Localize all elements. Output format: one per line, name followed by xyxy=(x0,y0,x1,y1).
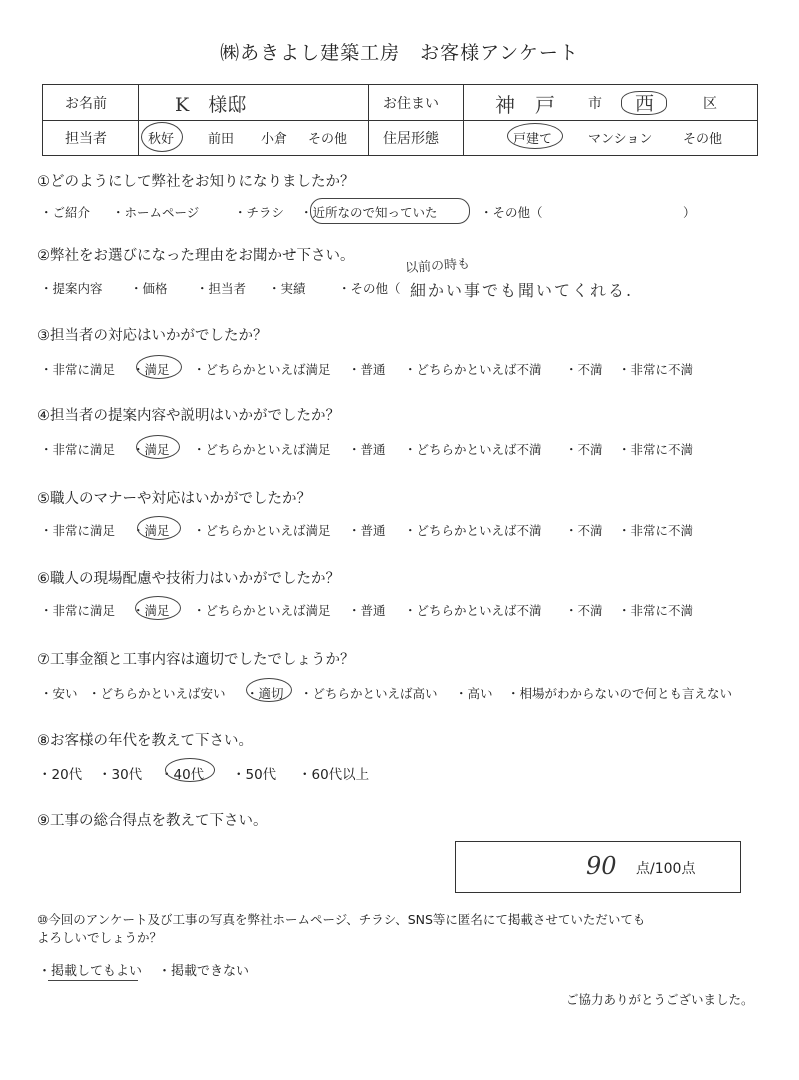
name-label: お名前 xyxy=(65,96,107,112)
name-value: K 様邸 xyxy=(175,94,247,116)
score-value: 90 xyxy=(586,852,617,880)
question-10-line2: よろしいでしょうか？ xyxy=(37,930,163,945)
q3-option-dissatisfied[interactable]: ・不満 xyxy=(565,362,603,377)
q6-option-somewhat-satisfied[interactable]: ・どちらかといえば満足 xyxy=(193,603,331,618)
footer-thanks: ご協力ありがとうございました。 xyxy=(566,992,754,1007)
q5-option-very-dissatisfied[interactable]: ・非常に不満 xyxy=(618,523,694,538)
q8-option-40s[interactable]: ・40代 xyxy=(160,767,205,783)
q2-option-record[interactable]: ・実績 xyxy=(268,281,306,296)
question-7: ⑦工事金額と工事内容は適切でしたでしょうか？ xyxy=(37,652,355,668)
question-9: ⑨工事の総合得点を教えて下さい。 xyxy=(37,813,268,829)
q1-selected-circle xyxy=(310,198,470,224)
q8-option-50s[interactable]: ・50代 xyxy=(232,767,277,783)
question-1: ①どのようにして弊社をお知りになりましたか？ xyxy=(37,174,355,190)
customer-info-table xyxy=(42,84,758,156)
score-suffix: 点/100点 xyxy=(636,861,696,877)
q5-option-very-satisfied[interactable]: ・非常に満足 xyxy=(40,523,116,538)
q5-option-somewhat-satisfied[interactable]: ・どちらかといえば満足 xyxy=(193,523,331,538)
q3-option-somewhat-dissatisfied[interactable]: ・どちらかといえば不満 xyxy=(404,362,542,377)
q2-handwritten-note: 細かい事でも聞いてくれる. xyxy=(410,281,634,300)
staff-option-maeda[interactable]: 前田 xyxy=(208,132,235,147)
q6-selected-circle xyxy=(135,596,181,620)
q2-option-price[interactable]: ・価格 xyxy=(130,281,168,296)
q1-option-other-close: ） xyxy=(683,205,696,220)
q8-option-20s[interactable]: ・20代 xyxy=(38,767,83,783)
q3-selected-circle xyxy=(136,355,182,379)
q7-option-cheap[interactable]: ・安い xyxy=(40,686,78,701)
q1-option-referral[interactable]: ・ご紹介 xyxy=(40,205,91,220)
q2-handwritten-note-top: 以前の時も xyxy=(404,256,471,277)
q5-option-neutral[interactable]: ・普通 xyxy=(348,523,386,538)
page-title: ㈱あきよし建築工房 お客様アンケート xyxy=(220,42,579,64)
q3-option-very-dissatisfied[interactable]: ・非常に不満 xyxy=(618,362,694,377)
staff-selected-circle xyxy=(141,122,183,152)
q7-option-expensive[interactable]: ・高い xyxy=(455,686,493,701)
q4-option-somewhat-satisfied[interactable]: ・どちらかといえば満足 xyxy=(193,442,331,457)
q3-option-neutral[interactable]: ・普通 xyxy=(348,362,386,377)
q2-option-other[interactable]: ・その他（ xyxy=(338,281,401,296)
question-5: ⑤職人のマナーや対応はいかがでしたか？ xyxy=(37,491,311,507)
q4-option-neutral[interactable]: ・普通 xyxy=(348,442,386,457)
q2-option-staff[interactable]: ・担当者 xyxy=(196,281,247,296)
q1-option-homepage[interactable]: ・ホームページ xyxy=(112,205,200,220)
score-box[interactable] xyxy=(455,841,741,893)
question-4: ④担当者の提案内容や説明はいかがでしたか？ xyxy=(37,408,340,424)
q3-option-satisfied[interactable]: ・満足 xyxy=(132,362,170,377)
q2-option-proposal[interactable]: ・提案内容 xyxy=(40,281,103,296)
q8-selected-circle xyxy=(165,758,215,782)
q5-option-somewhat-dissatisfied[interactable]: ・どちらかといえば不満 xyxy=(404,523,542,538)
q7-option-somewhat-expensive[interactable]: ・どちらかといえば高い xyxy=(300,686,438,701)
q4-option-satisfied[interactable]: ・満足 xyxy=(132,442,170,457)
q4-option-somewhat-dissatisfied[interactable]: ・どちらかといえば不満 xyxy=(404,442,542,457)
staff-option-ogura[interactable]: 小倉 xyxy=(261,132,288,147)
question-2: ②弊社をお選びになった理由をお聞かせ下さい。 xyxy=(37,248,355,264)
q5-option-dissatisfied[interactable]: ・不満 xyxy=(565,523,603,538)
staff-label: 担当者 xyxy=(65,131,107,147)
address-city-suffix: 市 xyxy=(588,96,602,112)
question-6: ⑥職人の現場配慮や技術力はいかがでしたか？ xyxy=(37,571,340,587)
housing-selected-circle xyxy=(507,123,563,149)
q7-selected-circle xyxy=(246,678,292,702)
q4-selected-circle xyxy=(136,435,180,459)
housing-option-house[interactable]: 戸建て xyxy=(513,132,553,147)
q6-option-very-dissatisfied[interactable]: ・非常に不満 xyxy=(618,603,694,618)
q1-option-other[interactable]: ・その他（ xyxy=(480,205,543,220)
q6-option-satisfied[interactable]: ・満足 xyxy=(132,603,170,618)
address-city: 神 戸 xyxy=(495,93,555,117)
q5-option-satisfied[interactable]: ・満足 xyxy=(132,523,170,538)
housing-option-other[interactable]: その他 xyxy=(683,132,723,147)
q4-option-very-dissatisfied[interactable]: ・非常に不満 xyxy=(618,442,694,457)
staff-option-akiyoshi[interactable]: 秋好 xyxy=(148,132,175,147)
q1-option-flyer[interactable]: ・チラシ xyxy=(234,205,285,220)
staff-option-other[interactable]: その他 xyxy=(308,132,348,147)
question-8: ⑧お客様の年代を教えて下さい。 xyxy=(37,733,253,749)
q7-option-appropriate[interactable]: ・適切 xyxy=(246,686,284,701)
question-3: ③担当者の対応はいかがでしたか？ xyxy=(37,328,268,344)
q6-option-somewhat-dissatisfied[interactable]: ・どちらかといえば不満 xyxy=(404,603,542,618)
q5-selected-circle xyxy=(137,516,181,540)
address-ward: 西 xyxy=(635,93,655,115)
q10-option-deny[interactable]: ・掲載できない xyxy=(158,964,250,979)
q7-option-somewhat-cheap[interactable]: ・どちらかといえば安い xyxy=(88,686,226,701)
q8-option-30s[interactable]: ・30代 xyxy=(98,767,143,783)
q6-option-neutral[interactable]: ・普通 xyxy=(348,603,386,618)
question-10-line1: ⑩今回のアンケート及び工事の写真を弊社ホームページ、チラシ、SNS等に匿名にて掲載させていただいても xyxy=(37,912,646,927)
q8-option-60s-plus[interactable]: ・60代以上 xyxy=(298,767,370,783)
q6-option-very-satisfied[interactable]: ・非常に満足 xyxy=(40,603,116,618)
housing-label: 住居形態 xyxy=(383,131,439,147)
q4-option-very-satisfied[interactable]: ・非常に満足 xyxy=(40,442,116,457)
address-ward-suffix: 区 xyxy=(703,96,717,112)
q4-option-dissatisfied[interactable]: ・不満 xyxy=(565,442,603,457)
q7-option-unsure[interactable]: ・相場がわからないので何とも言えない xyxy=(507,686,733,701)
q3-option-somewhat-satisfied[interactable]: ・どちらかといえば満足 xyxy=(193,362,331,377)
address-label: お住まい xyxy=(383,96,439,112)
address-ward-circle xyxy=(621,91,667,115)
q10-selected-underline xyxy=(48,980,138,981)
q10-option-allow[interactable]: ・掲載してもよい xyxy=(38,964,143,979)
housing-option-mansion[interactable]: マンション xyxy=(588,132,653,147)
q6-option-dissatisfied[interactable]: ・不満 xyxy=(565,603,603,618)
q3-option-very-satisfied[interactable]: ・非常に満足 xyxy=(40,362,116,377)
q1-option-neighborhood[interactable]: ・近所なので知っていた xyxy=(300,205,438,220)
